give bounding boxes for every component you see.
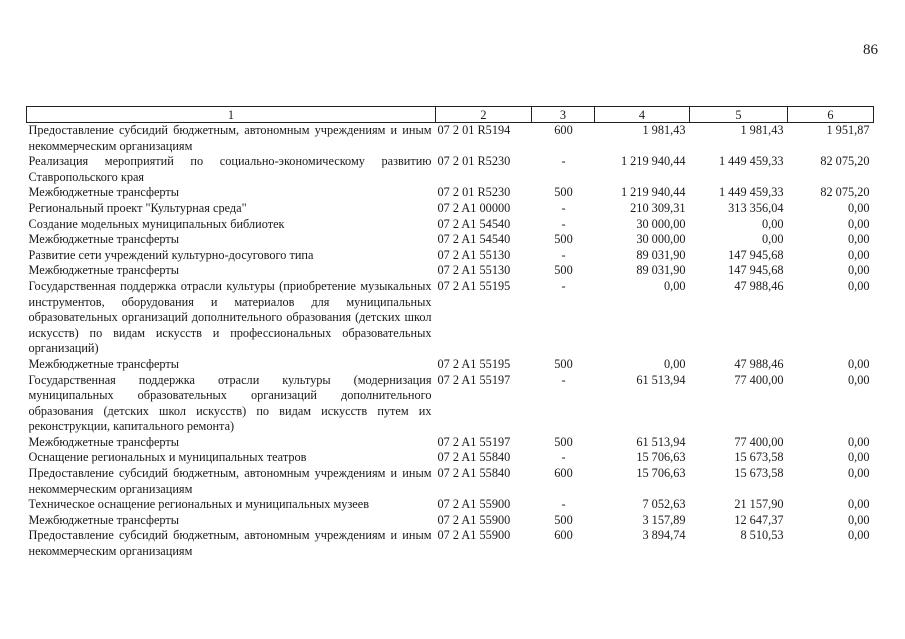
- row-value-5: 8 510,53: [740, 528, 784, 543]
- row-value-5: 15 673,58: [734, 466, 784, 481]
- row-value-5: 147 945,68: [728, 263, 784, 278]
- table-body: [27, 123, 874, 560]
- row-code: 07 2 01 R5194: [437, 123, 511, 137]
- row-value-4: 1 219 940,44: [620, 185, 686, 200]
- row-value-6: 0,00: [847, 232, 870, 247]
- row-expense-type: 600: [554, 123, 573, 137]
- row-expense-type: -: [561, 154, 566, 169]
- row-name: Региональный проект "Культурная среда": [28, 200, 247, 215]
- table-row: [27, 263, 874, 279]
- row-name: Межбюджетные трансферты: [28, 512, 180, 527]
- row-code: 07 2 A1 55195: [437, 278, 511, 293]
- row-value-5: 313 356,04: [728, 200, 784, 215]
- row-value-5: 21 157,90: [734, 497, 784, 512]
- table-row: [27, 373, 874, 435]
- row-value-6: 0,00: [847, 372, 870, 387]
- row-value-4: 30 000,00: [636, 216, 686, 231]
- row-expense-type: 500: [554, 185, 573, 200]
- row-value-5: 77 400,00: [734, 434, 784, 449]
- row-expense-type: -: [561, 247, 566, 262]
- table-row: [27, 123, 874, 155]
- row-name: Развитие сети учреждений культурно-досугового типа: [28, 247, 314, 262]
- row-expense-type: -: [561, 450, 566, 465]
- row-value-4: 0,00: [663, 356, 686, 371]
- row-value-6: 0,00: [847, 450, 870, 465]
- header-row: [27, 107, 874, 123]
- budget-table: [26, 106, 874, 560]
- row-expense-type: 600: [554, 466, 573, 481]
- row-name: Предоставление субсидий бюджетным, автономным учреждениям и иным некоммерческим организациям: [28, 528, 432, 559]
- row-value-6: 0,00: [847, 497, 870, 512]
- row-value-5: 1 449 459,33: [718, 154, 784, 169]
- row-name: Межбюджетные трансферты: [28, 232, 180, 247]
- table-row: [27, 248, 874, 264]
- row-code: 07 2 A1 55197: [437, 372, 511, 387]
- row-value-6: 0,00: [847, 200, 870, 215]
- row-value-4: 89 031,90: [636, 263, 686, 278]
- row-name: Оснащение региональных и муниципальных театров: [28, 450, 307, 465]
- row-value-5: 77 400,00: [734, 372, 784, 387]
- table-row: [27, 232, 874, 248]
- row-value-4: 61 513,94: [636, 434, 686, 449]
- row-code: 07 2 A1 55900: [437, 512, 511, 527]
- row-value-6: 1 951,87: [826, 123, 870, 137]
- row-value-4: 89 031,90: [636, 247, 686, 262]
- row-value-5: 47 988,46: [734, 356, 784, 371]
- row-expense-type: -: [561, 372, 566, 387]
- row-value-4: 3 157,89: [642, 512, 686, 527]
- row-code: 07 2 A1 55900: [437, 497, 511, 512]
- row-value-4: 15 706,63: [636, 466, 686, 481]
- row-value-6: 0,00: [847, 247, 870, 262]
- table-row: [27, 435, 874, 451]
- table-row: [27, 357, 874, 373]
- table-row: [27, 466, 874, 497]
- table-row: [27, 154, 874, 185]
- table-row: [27, 497, 874, 513]
- row-value-4: 210 309,31: [630, 200, 686, 215]
- row-expense-type: 600: [554, 528, 573, 543]
- row-code: 07 2 01 R5230: [437, 154, 511, 169]
- row-name: Государственная поддержка отрасли культуры (модернизация муниципальных образовательных организаций дополнительного образования (детских школ искусств) по видам искусств путем их реконструкции, капитального ремонта): [28, 372, 432, 434]
- row-value-5: 47 988,46: [734, 278, 784, 293]
- table-row: [27, 513, 874, 529]
- table-row: [27, 185, 874, 201]
- row-code: 07 2 A1 55130: [437, 263, 511, 278]
- row-value-6: 82 075,20: [820, 154, 870, 169]
- row-value-6: 0,00: [847, 528, 870, 543]
- row-value-4: 0,00: [663, 278, 686, 293]
- row-value-5: 1 981,43: [740, 123, 784, 137]
- row-expense-type: 500: [554, 512, 573, 527]
- row-value-4: 61 513,94: [636, 372, 686, 387]
- row-name: Государственная поддержка отрасли культуры (приобретение музыкальных инструментов, оборудования и материалов для муниципальных образовательных организаций дополнительного образования (детских школ искусств) по видам искусств и профессиональных образовательных организаций): [28, 278, 432, 356]
- row-expense-type: 500: [554, 356, 573, 371]
- row-value-5: 12 647,37: [734, 512, 784, 527]
- row-name: Межбюджетные трансферты: [28, 356, 180, 371]
- row-value-5: 15 673,58: [734, 450, 784, 465]
- row-value-6: 0,00: [847, 466, 870, 481]
- row-code: 07 2 A1 55195: [437, 356, 511, 371]
- row-value-5: 0,00: [761, 216, 784, 231]
- header-col-3: 3: [532, 107, 595, 123]
- row-code: 07 2 A1 55130: [437, 247, 511, 262]
- row-code: 07 2 A1 00000: [437, 200, 511, 215]
- row-name: Межбюджетные трансферты: [28, 263, 180, 278]
- row-expense-type: -: [561, 216, 566, 231]
- row-value-5: 1 449 459,33: [718, 185, 784, 200]
- table-row: [27, 217, 874, 233]
- header-col-2: 2: [436, 107, 532, 123]
- row-value-4: 30 000,00: [636, 232, 686, 247]
- row-name: Создание модельных муниципальных библиотек: [28, 216, 285, 231]
- row-value-6: 0,00: [847, 434, 870, 449]
- row-name: Предоставление субсидий бюджетным, автономным учреждениям и иным некоммерческим организациям: [28, 123, 432, 153]
- row-value-4: 1 981,43: [642, 123, 686, 137]
- table-row: [27, 450, 874, 466]
- row-code: 07 2 A1 54540: [437, 232, 511, 247]
- row-code: 07 2 A1 55840: [437, 466, 511, 481]
- row-name: Техническое оснащение региональных и муниципальных музеев: [28, 497, 370, 512]
- table-row: [27, 201, 874, 217]
- row-value-5: 147 945,68: [728, 247, 784, 262]
- row-expense-type: 500: [554, 263, 573, 278]
- row-value-6: 0,00: [847, 512, 870, 527]
- row-expense-type: 500: [554, 434, 573, 449]
- row-value-5: 0,00: [761, 232, 784, 247]
- row-value-4: 15 706,63: [636, 450, 686, 465]
- row-value-6: 0,00: [847, 278, 870, 293]
- table-row: [27, 279, 874, 357]
- row-expense-type: -: [561, 200, 566, 215]
- row-code: 07 2 A1 55197: [437, 434, 511, 449]
- row-value-4: 3 894,74: [642, 528, 686, 543]
- row-expense-type: 500: [554, 232, 573, 247]
- row-value-6: 0,00: [847, 263, 870, 278]
- row-code: 07 2 01 R5230: [437, 185, 511, 200]
- row-name: Межбюджетные трансферты: [28, 434, 180, 449]
- row-code: 07 2 A1 55840: [437, 450, 511, 465]
- header-col-4: 4: [595, 107, 690, 123]
- header-col-1: 1: [27, 107, 436, 123]
- header-col-5: 5: [690, 107, 788, 123]
- page-number: 86: [863, 42, 878, 58]
- row-value-4: 1 219 940,44: [620, 154, 686, 169]
- row-expense-type: -: [561, 497, 566, 512]
- row-value-6: 0,00: [847, 216, 870, 231]
- table-row: [27, 528, 874, 559]
- header-col-6: 6: [788, 107, 874, 123]
- row-value-4: 7 052,63: [642, 497, 686, 512]
- row-name: Предоставление субсидий бюджетным, автономным учреждениям и иным некоммерческим организациям: [28, 466, 432, 496]
- row-name: Межбюджетные трансферты: [28, 185, 180, 200]
- row-value-6: 82 075,20: [820, 185, 870, 200]
- row-name: Реализация мероприятий по социально-экономическому развитию Ставропольского края: [28, 154, 432, 184]
- row-code: 07 2 A1 55900: [437, 528, 511, 543]
- row-code: 07 2 A1 54540: [437, 216, 511, 231]
- row-expense-type: -: [561, 278, 566, 293]
- row-value-6: 0,00: [847, 356, 870, 371]
